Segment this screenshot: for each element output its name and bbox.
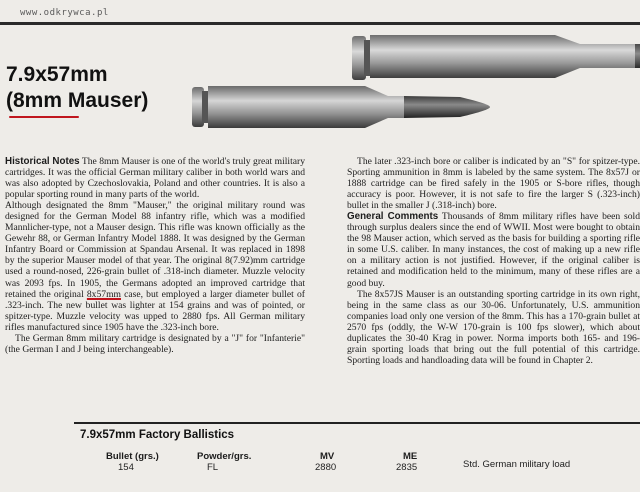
designation-paragraph: [5, 200, 305, 333]
value-me: 2835: [396, 462, 418, 473]
designation-text-end: case, but employed a larger diameter bullet of .323-inch. The new bullet was lighter at 154 grains and was of pointed, or spitzer-type. Muzzle velocity was upped to 2880 fps. All German military rifles manufactured since 1905 have the .323-inch bore.: [5, 288, 305, 333]
header-mv: MV: [320, 451, 335, 462]
bore-paragraph: The later .323-inch bore or caliber is indicated by an "S" for spitzer-type. Sporting ammunition in 8mm is labeled by the same system. The 8x57J or 1888 cartridge can be fired safely in the 1905 or S-bore rifles, though accuracy is poor. However, it is not safe to fire the larger S (.323-inch) bullet in the smaller J (.318-inch) bore.: [347, 156, 640, 212]
sporting-cartridge-paragraph: The 8x57JS Mauser is an outstanding sporting cartridge in its own right, being in the same class as our 30-06. Unfortunately, U.S. ammunition companies load only one version of the 8mm. This has a 170-grain bullet at 2570 fps (oddly, the W-W 170-grain is 100 fps slower), which about duplicates the 30-40 Krag in power. Norma imports both 165- and 196-grain sporting loads that bring out the full potential of this cartridge. Sporting loads and handloading data will be found in Chapter 2.: [347, 288, 640, 366]
military-designation-paragraph: The German 8mm military cartridge is designated by a "J" for "Infanterie" (the German I and J being interchangeable).: [5, 332, 305, 355]
historical-notes-paragraph: [5, 156, 305, 200]
value-mv: 2880: [315, 462, 337, 473]
ballistics-rule: [74, 422, 640, 424]
historical-notes-heading: Historical Notes: [5, 156, 80, 167]
value-note: Std. German military load: [463, 459, 571, 470]
right-text-column: [347, 156, 640, 366]
value-bullet: 154: [118, 462, 134, 473]
cartridge-title: 7.9x57mm: [6, 63, 108, 86]
value-powder: FL: [207, 462, 219, 473]
header-me: ME: [403, 451, 418, 462]
left-text-column: [5, 156, 305, 355]
general-comments-text: Thousands of 8mm military rifles have been sold through surplus dealers since the end of WWII. Most were bought to obtain the 98 Mauser action, which served as the basis for building a sporting rifle in some U.S. caliber. In many instances, the cost of making up a new rifle on a military action is not justified. However, if the original caliber is retained and modification held to the minimum, many of these rifles are a good buy.: [347, 211, 640, 289]
cartridge-subtitle: (8mm Mauser): [6, 89, 149, 112]
ballistics-title: 7.9x57mm Factory Ballistics: [80, 429, 235, 441]
header-bullet: Bullet (grs.): [106, 451, 159, 462]
historical-notes-text: The 8mm Mauser is one of the world's truly great military cartridges. It was the official German military caliber in both world wars and was also adopted by Czechoslovakia, Poland and other countries. It is also a popular sporting round in many parts of the world.: [5, 156, 305, 201]
cartridge-image-bottom: [190, 84, 490, 130]
header-powder: Powder/grs.: [197, 451, 252, 462]
underlined-case-annotation: 8x57mm: [86, 288, 121, 300]
watermark: www.odkrywca.pl: [20, 8, 109, 18]
general-comments-heading: General Comments: [347, 211, 439, 223]
red-underline-annotation: [9, 116, 79, 118]
designation-text-start: Although designated the 8mm "Mauser," the original military round was designed for the German Model 88 infantry rifle, which was a modified Mannlicher-type, not a Mauser design. This rifle was known officially as the Gewehr 88, or German Infantry Model 1888. It was designed by the German Infantry Board or Commission at Spandau Arsenal. It was replaced in 1898 by the superior Mauser model of that year. The original 8(7.92)mm cartridge used a round-nosed, 226-grain bullet of .318-inch diameter. Muzzle velocity was 2093 fps. In 1905, the Germans adopted an improved cartridge that retained the original: [5, 200, 305, 300]
cartridge-image-top: [350, 30, 640, 84]
general-comments-paragraph: [347, 211, 640, 288]
top-rule: [0, 22, 640, 25]
